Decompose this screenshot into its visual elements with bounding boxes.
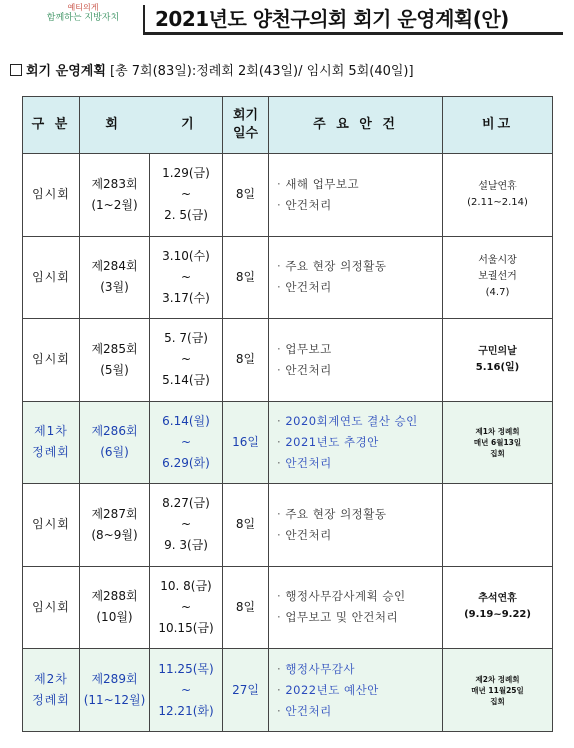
agenda-item: · 행정사무감사계획 승인 bbox=[277, 586, 442, 607]
table-row bbox=[23, 566, 553, 649]
logo-line-2: 함께하는 지방자치 bbox=[46, 13, 120, 23]
session-days: 8일 bbox=[223, 566, 269, 649]
session-number-label: 제284회 bbox=[91, 259, 138, 274]
table-header-row bbox=[23, 97, 553, 154]
end-date: 3.17(수) bbox=[162, 290, 210, 305]
session-days: 8일 bbox=[223, 236, 269, 319]
session-schedule-table bbox=[22, 96, 553, 732]
agenda-item: · 안건처리 bbox=[277, 195, 442, 216]
document-title: 2021년도 양천구의회 회기 운영계획(안) bbox=[143, 5, 563, 35]
session-month: (6월) bbox=[100, 445, 129, 460]
session-number-label: 제289회 bbox=[91, 672, 138, 686]
session-type: 임시회 bbox=[23, 154, 80, 237]
session-dates bbox=[150, 319, 223, 402]
session-days: 8일 bbox=[223, 154, 269, 237]
start-date: 1.29(금) bbox=[162, 166, 210, 181]
agenda-item: · 업무보고 및 안건처리 bbox=[277, 607, 442, 628]
session-type: 제2차 정례회 bbox=[23, 649, 80, 732]
section-heading-detail: [총 7회(83일):정례회 2회(43일)/ 임시회 5회(40일)] bbox=[110, 64, 414, 79]
agenda-item: · 주요 현장 의정활동 bbox=[277, 504, 442, 525]
date-range-tilde: ~ bbox=[180, 269, 192, 284]
agenda-item: · 2022년도 예산안 bbox=[277, 680, 442, 701]
agenda-item: · 안건처리 bbox=[277, 453, 442, 474]
session-days: 27일 bbox=[223, 649, 269, 732]
agenda-list bbox=[269, 154, 443, 237]
agenda-item: · 안건처리 bbox=[277, 277, 442, 298]
end-date: 9. 3(금) bbox=[164, 538, 208, 553]
note-cell: 설날연휴 (2.11~2.14) bbox=[443, 154, 553, 237]
agenda-item: · 안건처리 bbox=[277, 360, 442, 381]
session-type: 임시회 bbox=[23, 319, 80, 402]
session-days: 16일 bbox=[223, 401, 269, 484]
header-hoegi: 회 기 bbox=[80, 97, 223, 154]
agenda-list bbox=[269, 566, 443, 649]
session-number bbox=[80, 649, 150, 732]
session-type: 제1차 정례회 bbox=[23, 401, 80, 484]
agenda-item: · 2020회계연도 결산 승인 bbox=[277, 411, 442, 432]
end-date: 10.15(금) bbox=[158, 620, 214, 635]
date-range-tilde: ~ bbox=[180, 352, 192, 367]
note-cell bbox=[443, 484, 553, 567]
header-days: 회기 일수 bbox=[223, 97, 269, 154]
agenda-item: · 업무보고 bbox=[277, 339, 442, 360]
table-row bbox=[23, 319, 553, 402]
agenda-item: · 2021년도 추경안 bbox=[277, 432, 442, 453]
date-range-tilde: ~ bbox=[180, 434, 192, 449]
agenda-list bbox=[269, 649, 443, 732]
section-heading bbox=[10, 62, 414, 82]
start-date: 5. 7(금) bbox=[164, 331, 208, 346]
session-number-label: 제283회 bbox=[91, 176, 138, 191]
agenda-item: · 안건처리 bbox=[277, 701, 442, 722]
session-number bbox=[80, 401, 150, 484]
session-dates bbox=[150, 484, 223, 567]
session-month: (11~12월) bbox=[83, 693, 146, 707]
header-agenda: 주 요 안 건 bbox=[269, 97, 443, 154]
session-number bbox=[80, 319, 150, 402]
date-range-tilde: ~ bbox=[180, 682, 192, 697]
session-number-label: 제287회 bbox=[91, 506, 138, 521]
end-date: 2. 5(금) bbox=[164, 208, 208, 223]
session-type: 임시회 bbox=[23, 236, 80, 319]
header bbox=[0, 0, 574, 46]
agenda-list bbox=[269, 236, 443, 319]
table-row bbox=[23, 401, 553, 484]
end-date: 12.21(화) bbox=[158, 703, 214, 718]
session-number bbox=[80, 154, 150, 237]
note-cell: 추석연휴 (9.19~9.22) bbox=[443, 566, 553, 649]
note-cell: 서울시장 보궐선거 (4.7) bbox=[443, 236, 553, 319]
start-date: 3.10(수) bbox=[162, 248, 210, 263]
session-month: (3월) bbox=[100, 280, 129, 295]
session-dates bbox=[150, 566, 223, 649]
checkbox-square-icon bbox=[10, 64, 22, 76]
note-cell: 제2차 정례회 매년 11월25일 집회 bbox=[443, 649, 553, 732]
agenda-list bbox=[269, 484, 443, 567]
section-heading-label: 회기 운영계획 bbox=[26, 64, 106, 79]
note-cell: 구민의날 5.16(일) bbox=[443, 319, 553, 402]
header-gubun: 구 분 bbox=[23, 97, 80, 154]
agenda-item: · 행정사무감사 bbox=[277, 659, 442, 680]
date-range-tilde: ~ bbox=[180, 187, 192, 202]
agenda-list bbox=[269, 401, 443, 484]
session-dates bbox=[150, 236, 223, 319]
session-type: 임시회 bbox=[23, 484, 80, 567]
header-note: 비고 bbox=[443, 97, 553, 154]
start-date: 10. 8(금) bbox=[160, 578, 212, 593]
session-month: (1~2월) bbox=[91, 197, 138, 212]
session-dates bbox=[150, 401, 223, 484]
session-number bbox=[80, 236, 150, 319]
session-number bbox=[80, 484, 150, 567]
logo-line-1: 예티의게 bbox=[67, 3, 99, 12]
date-range-tilde: ~ bbox=[180, 599, 192, 614]
session-number bbox=[80, 566, 150, 649]
session-number-label: 제288회 bbox=[91, 589, 138, 604]
session-dates bbox=[150, 649, 223, 732]
agenda-list bbox=[269, 319, 443, 402]
session-number-label: 제286회 bbox=[91, 424, 138, 439]
table-row bbox=[23, 154, 553, 237]
council-logo bbox=[28, 4, 138, 38]
session-type: 임시회 bbox=[23, 566, 80, 649]
start-date: 6.14(월) bbox=[162, 413, 210, 428]
table-row bbox=[23, 484, 553, 567]
agenda-item: · 새해 업무보고 bbox=[277, 174, 442, 195]
date-range-tilde: ~ bbox=[180, 517, 192, 532]
session-month: (10월) bbox=[96, 610, 133, 625]
end-date: 6.29(화) bbox=[162, 455, 210, 470]
session-number-label: 제285회 bbox=[91, 341, 138, 356]
session-month: (5월) bbox=[100, 362, 129, 377]
note-cell: 제1차 정례회 매년 6월13일 집회 bbox=[443, 401, 553, 484]
start-date: 11.25(목) bbox=[158, 661, 214, 676]
session-days: 8일 bbox=[223, 484, 269, 567]
end-date: 5.14(금) bbox=[162, 373, 210, 388]
agenda-item: · 안건처리 bbox=[277, 525, 442, 546]
session-days: 8일 bbox=[223, 319, 269, 402]
table-row bbox=[23, 236, 553, 319]
agenda-item: · 주요 현장 의정활동 bbox=[277, 256, 442, 277]
start-date: 8.27(금) bbox=[162, 496, 210, 511]
session-month: (8~9월) bbox=[91, 527, 138, 542]
session-dates bbox=[150, 154, 223, 237]
table-row bbox=[23, 649, 553, 732]
